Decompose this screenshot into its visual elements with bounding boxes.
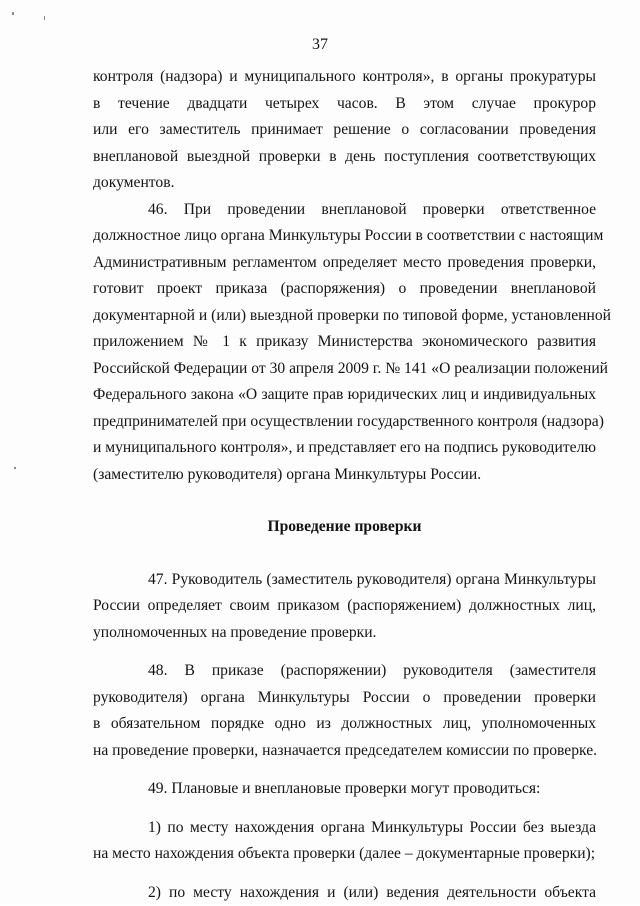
text-line: документарной и (или) выездной проверки по типовой форме, установленной	[93, 303, 596, 330]
text-line: Российской Федерации от 30 апреля 2009 г. № 141 «О реализации положений	[93, 356, 596, 383]
text-line: (заместителю руководителя) органа Минкультуры России.	[93, 462, 596, 489]
text-line: должностное лицо органа Минкультуры России в соответствии с настоящим	[93, 223, 596, 250]
text-line: в течение двадцати четырех часов. В этом случае прокурор	[93, 91, 596, 118]
text-line: Административным регламентом определяет место проведения проверки,	[93, 250, 596, 277]
text-line: документов.	[93, 170, 596, 197]
paragraph-49-start: 49. Плановые и внеплановые проверки могут проводиться:	[93, 776, 596, 803]
text-line: готовит проект приказа (распоряжения) о проведении внеплановой	[93, 276, 596, 303]
text-line: России определяет своим приказом (распоряжением) должностных лиц,	[93, 593, 596, 620]
text-line: Федерального закона «О защите прав юридических лиц и индивидуальных	[93, 382, 596, 409]
scan-mark	[44, 16, 45, 20]
scan-mark	[12, 12, 14, 15]
paragraph-46-start: 46. При проведении внеплановой проверки ответственное	[93, 197, 596, 224]
paragraph-48-start: 48. В приказе (распоряжении) руководителя (заместителя	[93, 658, 596, 685]
text-line: на место нахождения объекта проверки (далее – документарные проверки);	[93, 841, 596, 868]
document-body	[93, 64, 596, 906]
section-heading: Проведение проверки	[93, 514, 596, 541]
list-item-1-start: 1) по месту нахождения органа Минкультуры России без выезда	[93, 815, 596, 842]
text-line: и муниципального контроля», и представляет его на подпись руководителю	[93, 435, 596, 462]
text-line: руководителя) органа Минкультуры России о проведении проверки	[93, 685, 596, 712]
text-line: уполномоченных на проведение проверки.	[93, 620, 596, 647]
text-line: или его заместитель принимает решение о согласовании проведения	[93, 117, 596, 144]
text-line: предпринимателей при осуществлении государственного контроля (надзора)	[93, 409, 596, 436]
text-line: внеплановой выездной проверки в день поступления соответствующих	[93, 144, 596, 171]
scan-mark	[14, 467, 16, 469]
text-line: в обязательном порядке одно из должностных лиц, уполномоченных	[93, 711, 596, 738]
list-item-2-start: 2) по месту нахождения и (или) ведения деятельности объекта	[93, 880, 596, 906]
text-line: контроля (надзора) и муниципального контроля», в органы прокуратуры	[93, 64, 596, 91]
page-number: 37	[0, 36, 640, 54]
text-line: приложением № 1 к приказу Министерства экономического развития	[93, 329, 596, 356]
text-line: на проведение проверки, назначается председателем комиссии по проверке.	[93, 738, 596, 765]
paragraph-47-start: 47. Руководитель (заместитель руководителя) органа Минкультуры	[93, 567, 596, 594]
